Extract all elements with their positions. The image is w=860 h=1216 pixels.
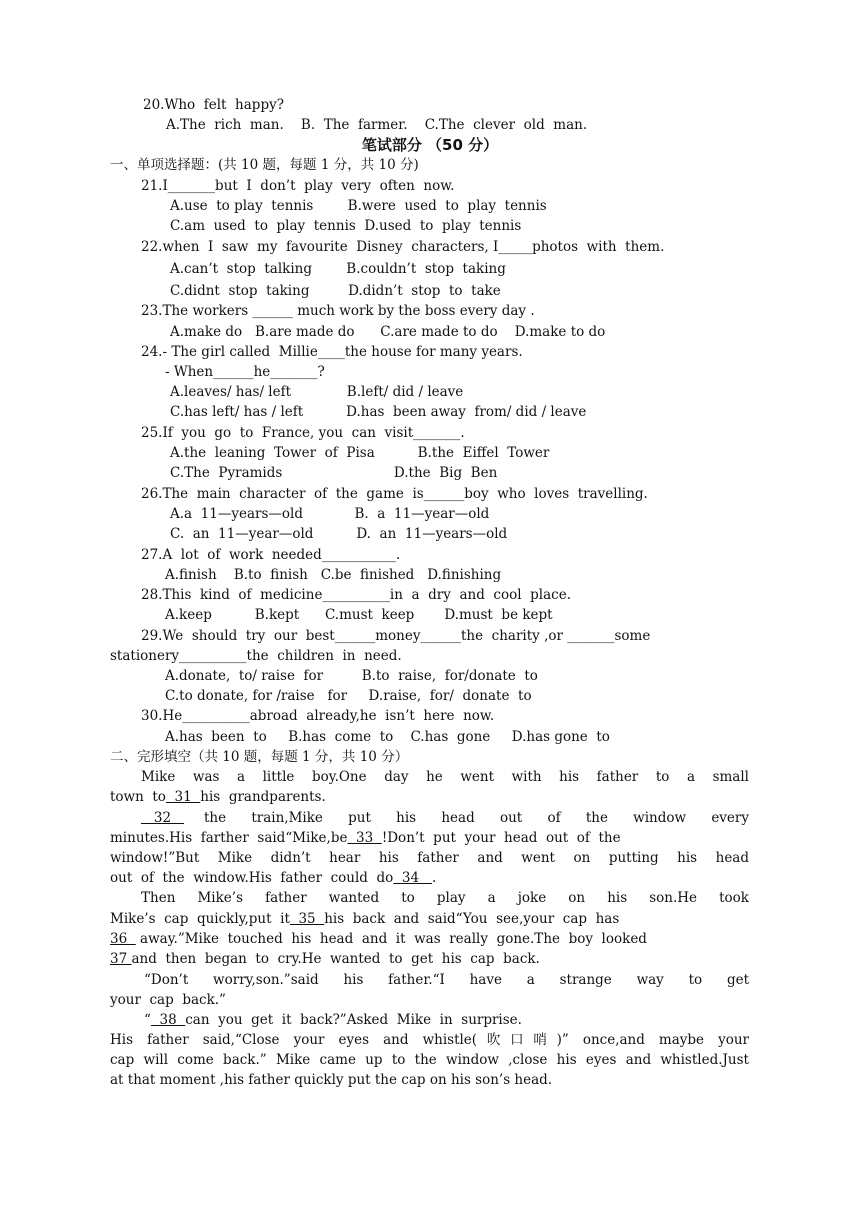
passage-line: Mike was a little boy.One day he went with his father to a small (141, 769, 749, 785)
question-30-stem: 30.He__________abroad already,he isn’t here now. (141, 708, 495, 724)
question-28-options: A.keep B.kept C.must keep D.must be kept (165, 607, 553, 623)
question-28-stem: 28.This kind of medicine__________in a dry and cool place. (141, 587, 571, 603)
passage-line: window!”But Mike didn’t hear his father and went on putting his head (110, 850, 749, 866)
question-26-options-2: C. an 11—year—old D. an 11—years—old (170, 526, 508, 542)
passage-line: 36 away.”Mike touched his head and it was really gone.The boy looked (110, 931, 647, 947)
question-24-stem: 24.- The girl called Millie____the house for many years. (141, 344, 523, 360)
passage-line: your cap back.” (110, 992, 226, 1008)
question-27-stem: 27.A lot of work needed___________. (141, 547, 401, 563)
passage-line: “ 38 can you get it back?”Asked Mike in surprise. (144, 1012, 522, 1028)
passage-line: out of the window.His father could do 34 . (110, 870, 437, 886)
blank-36: 36 (110, 931, 136, 947)
question-24-reply: - When______he_______? (165, 364, 325, 380)
question-24-options-2: C.has left/ has / left D.has been away from/ did / leave (170, 404, 587, 420)
passage-line: Then Mike’s father wanted to play a joke on his son.He took (141, 890, 749, 906)
passage-line: the train,Mike put his head out of the window every (204, 810, 749, 826)
blank-34: 34 (393, 870, 432, 886)
question-26-options-1: A.a 11—years—old B. a 11—year—old (170, 506, 490, 522)
question-22-options-2: C.didnt stop taking D.didn’t stop to take (170, 283, 501, 299)
passage-line: at that moment ,his father quickly put the cap on his son’s head. (110, 1072, 553, 1088)
blank-33: 33 (347, 830, 382, 846)
passage-line: town to 31 his grandparents. (110, 789, 326, 805)
blank-38: 38 (150, 1012, 186, 1028)
question-23-options: A.make do B.are made do C.are made to do D.make to do (170, 324, 606, 340)
passage-line: His father said,“Close your eyes and whistle(吹口哨)” once,and maybe your (110, 1032, 749, 1048)
question-24-options-1: A.leaves/ has/ left B.left/ did / leave (170, 384, 464, 400)
blank-35: 35 (289, 911, 325, 927)
question-25-options-2: C.The Pyramids D.the Big Ben (170, 465, 498, 481)
question-30-options: A.has been to B.has come to C.has gone D.has gone to (165, 729, 610, 745)
question-27-options: A.finish B.to finish C.be finished D.finishing (165, 567, 502, 583)
blank-37: 37 (110, 951, 132, 967)
question-22-options-1: A.can’t stop talking B.couldn’t stop taking (170, 261, 506, 277)
question-22-stem: 22.when I saw my favourite Disney characters, I_____photos with them. (141, 239, 665, 255)
question-21-options-2: C.am used to play tennis D.used to play tennis (170, 218, 522, 234)
blank-31: 31 (165, 789, 201, 805)
question-29-stem-line-2: stationery__________the children in need. (110, 648, 402, 664)
question-25-options-1: A.the leaning Tower of Pisa B.the Eiffel Tower (170, 445, 550, 461)
question-20-stem: 20.Who felt happy? (143, 97, 284, 113)
passage-line: minutes.His farther said“Mike,be 33 !Don’t put your head out of the (110, 830, 621, 846)
section-2-heading: 二、完形填空（共 10 题，每题 1 分，共 10 分） (110, 749, 409, 765)
written-part-title: 笔试部分 （50 分） (361, 136, 499, 154)
question-25-stem: 25.If you go to France, you can visit_______. (141, 425, 465, 441)
section-1-heading: 一、单项选择题：(共 10 题，每题 1 分，共 10 分) (110, 157, 419, 173)
passage-line: 37 and then began to cry.He wanted to get his cap back. (110, 951, 540, 967)
blank-32: 32 (141, 810, 184, 826)
question-23-stem: 23.The workers ______ much work by the boss every day . (141, 303, 535, 319)
question-26-stem: 26.The main character of the game is______boy who loves travelling. (141, 486, 648, 502)
question-29-options-1: A.donate, to/ raise for B.to raise, for/donate to (165, 668, 538, 684)
question-20-options: A.The rich man. B. The farmer. C.The clever old man. (166, 117, 588, 133)
question-21-stem: 21.I_______but I don’t play very often now. (141, 178, 455, 194)
passage-line: cap will come back.” Mike came up to the window ,close his eyes and whistled.Just (110, 1052, 749, 1068)
question-21-options-1: A.use to play tennis B.were used to play tennis (170, 198, 547, 214)
passage-line: “Don’t worry,son.”said his father.“I have a strange way to get (144, 972, 749, 988)
question-29-options-2: C.to donate, for /raise for D.raise, for/ donate to (165, 688, 532, 704)
passage-line: Mike’s cap quickly,put it 35 his back and said“You see,your cap has (110, 911, 620, 927)
question-29-stem-line-1: 29.We should try our best______money______the charity ,or _______some (141, 628, 651, 644)
